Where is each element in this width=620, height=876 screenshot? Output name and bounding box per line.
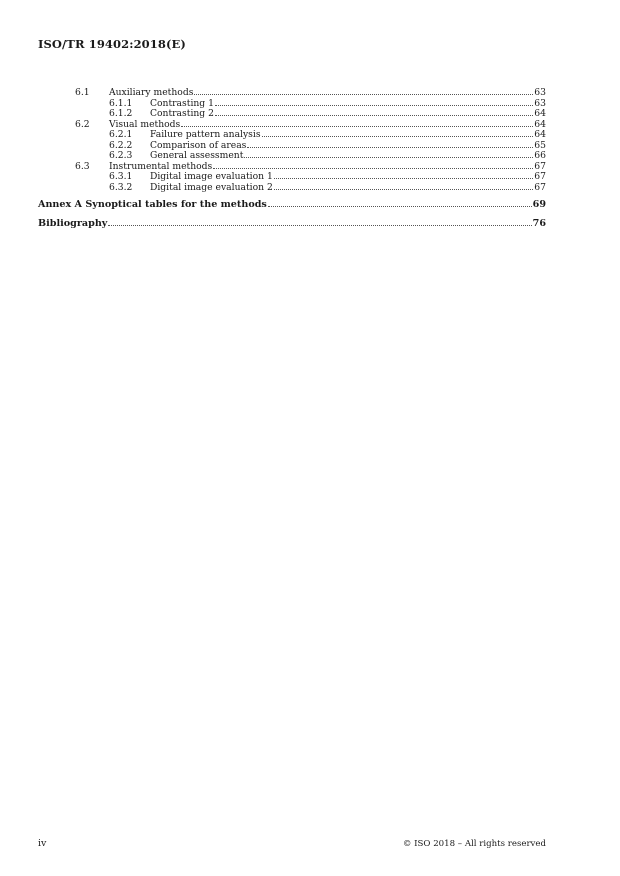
toc-entry-number: 6.1: [75, 87, 90, 98]
toc-leader-dots: [274, 189, 533, 190]
toc-entry-title: Failure pattern analysis: [150, 129, 261, 140]
table-of-contents: [38, 88, 546, 230]
toc-leader-dots: [213, 168, 533, 169]
toc-entry-title: Visual methods: [109, 118, 181, 130]
toc-entry-number: 6.2: [75, 118, 90, 130]
toc-entry-bibliography[interactable]: [38, 218, 546, 230]
toc-entry-title: Bibliography: [38, 218, 108, 229]
toc-entry-number: 6.3: [75, 160, 90, 172]
toc-entry-number: 6.2.1: [109, 129, 133, 140]
toc-entry-title: Contrasting 1: [150, 97, 214, 109]
toc-leader-dots: [247, 147, 533, 148]
toc-entry-number: 6.3.2: [109, 181, 133, 193]
toc-entry-title: Instrumental methods: [109, 160, 213, 172]
toc-entry-page: 67: [534, 171, 546, 182]
toc-entry-page: 65: [534, 139, 546, 151]
toc-entry-title: Digital image evaluation 2: [150, 181, 273, 193]
toc-entry-title: Annex A Synoptical tables for the methods: [38, 199, 267, 210]
toc-entry-annex-a[interactable]: [38, 199, 546, 211]
toc-entry-page: 64: [534, 108, 546, 119]
toc-leader-dots: [215, 105, 533, 106]
toc-entry-page: 67: [534, 160, 546, 172]
page-number: iv: [38, 838, 47, 849]
toc-entry-page: 66: [534, 150, 546, 161]
toc-entry-title: Digital image evaluation 1: [150, 171, 273, 182]
toc-entry-number: 6.1.1: [109, 97, 133, 109]
toc-entry-page: 63: [534, 97, 546, 109]
toc-entry-title: General assessment: [150, 150, 244, 161]
toc-entry-page: 64: [534, 118, 546, 130]
toc-entry-number: 6.2.3: [109, 150, 133, 161]
document-header: ISO/TR 19402:2018(E): [38, 37, 186, 51]
toc-entry-number: 6.3.1: [109, 171, 133, 182]
toc-entry-page: 76: [532, 218, 546, 229]
toc-entry[interactable]: [38, 109, 546, 120]
toc-leader-dots: [181, 126, 533, 127]
toc-entry-number: 6.2.2: [109, 139, 133, 151]
toc-entry-page: 63: [534, 87, 546, 98]
toc-entry-number: 6.1.2: [109, 108, 133, 119]
toc-entry[interactable]: [38, 130, 546, 141]
toc-entry-title: Auxiliary methods: [109, 87, 194, 98]
toc-leader-dots: [274, 178, 533, 179]
toc-leader-dots: [268, 206, 532, 207]
toc-entry-title: Contrasting 2: [150, 108, 214, 119]
toc-leader-dots: [244, 157, 533, 158]
toc-entry-title: Comparison of areas: [150, 139, 247, 151]
toc-entry-page: 67: [534, 181, 546, 193]
toc-leader-dots: [194, 94, 533, 95]
toc-entry[interactable]: [38, 88, 546, 99]
toc-leader-dots: [108, 225, 531, 226]
toc-leader-dots: [262, 136, 534, 137]
toc-entry[interactable]: [38, 172, 546, 183]
toc-entry-page: 69: [532, 199, 546, 210]
toc-entry[interactable]: [38, 183, 546, 194]
toc-leader-dots: [215, 115, 533, 116]
toc-entry[interactable]: [38, 151, 546, 162]
toc-entry-page: 64: [534, 129, 546, 140]
copyright-notice: © ISO 2018 – All rights reserved: [402, 839, 546, 849]
